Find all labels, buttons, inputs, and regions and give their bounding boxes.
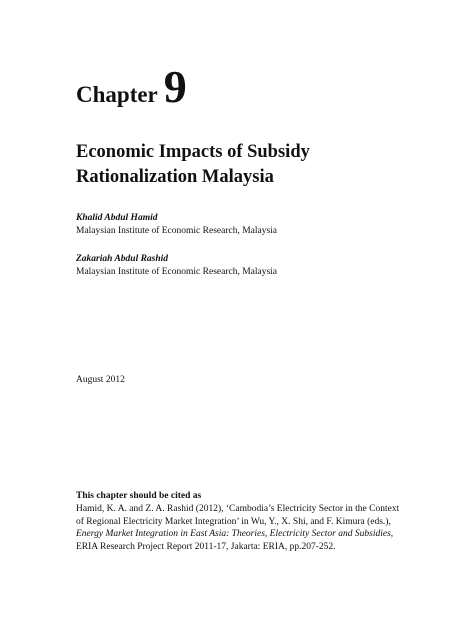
author-block-1 xyxy=(76,212,277,238)
author-affiliation: Malaysian Institute of Economic Research, Malaysia xyxy=(76,226,278,236)
citation-heading: This chapter should be cited as xyxy=(76,491,202,501)
chapter-label: Chapter xyxy=(76,82,158,107)
chapter-heading xyxy=(76,61,187,112)
chapter-title-line-1: Economic Impacts of Subsidy xyxy=(76,142,310,162)
author-block-2 xyxy=(76,253,277,279)
chapter-title-line-2: Rationalization Malaysia xyxy=(76,167,274,187)
citation-line: ERIA Research Project Report 2011-17, Jakarta: ERIA, pp.207-252. xyxy=(76,542,336,553)
chapter-title xyxy=(76,140,396,190)
author-affiliation: Malaysian Institute of Economic Research, Malaysia xyxy=(76,267,278,277)
citation-line: Hamid, K. A. and Z. A. Rashid (2012), ‘Cambodia’s Electricity Sector in the Context xyxy=(76,503,400,514)
publication-date: August 2012 xyxy=(76,375,125,385)
citation-line-book-title: Energy Market Integration in East Asia: Theories, Electricity Sector and Subsidies, xyxy=(76,529,394,540)
author-name: Zakariah Abdul Rashid xyxy=(76,254,169,264)
chapter-number: 9 xyxy=(163,61,187,112)
citation-line: of Regional Electricity Market Integration’ in Wu, Y., X. Shi, and F. Kimura (eds.), xyxy=(76,516,391,527)
author-name: Khalid Abdul Hamid xyxy=(76,213,158,223)
citation-block xyxy=(76,490,400,554)
